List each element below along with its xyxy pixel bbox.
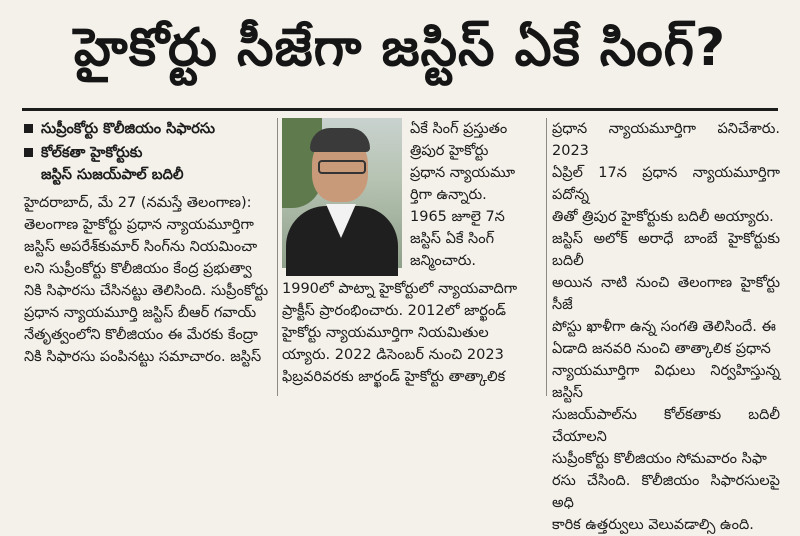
photo-row (282, 118, 542, 272)
text-line: హైకోర్టు న్యాయమూర్తిగా నియమితుల (282, 325, 489, 341)
text-line: కారిక ఉత్తర్వులు వెలువడాల్సి ఉంది. (552, 517, 754, 533)
text-line: ఏప్రిల్ 17న ప్రధాన న్యాయమూర్తిగా పదోన్న (552, 165, 780, 203)
portrait-photo (282, 118, 402, 268)
text-line: నేతృత్వంలోని కొలీజియం ఈ మేరకు కేంద్రా (24, 327, 258, 343)
text-line: సుప్రీంకోర్టు కొలీజియం సోమవారం సిఫా (552, 451, 767, 467)
column-3 (552, 118, 780, 533)
text-line: జన్మించారు. (410, 253, 476, 269)
text-line: పోస్టు ఖాళీగా ఉన్న సంగతి తెలిసిందే. ఈ (552, 319, 776, 335)
text-line: జస్టిస్ అపరేశ్‌కుమార్ సింగ్‌ను నియమించా (24, 239, 258, 255)
text-line: ప్రధాన న్యాయమూ (410, 165, 516, 181)
column-divider (277, 118, 278, 396)
text-line: నికి సిఫారసు పంపినట్టు సమాచారం. జస్టిస్ (24, 349, 262, 365)
article-text (24, 192, 274, 368)
text-line: అయిన నాటి నుంచి తెలంగాణ హైకోర్టు సీజే (552, 275, 780, 313)
column-1 (24, 118, 274, 400)
headline-rule (22, 108, 778, 111)
headline: హైకోర్టు సీజేగా జస్టిస్ ఏకే సింగ్? (73, 17, 727, 78)
text-line: హైదరాబాద్, మే 27 (నమస్తే తెలంగాణ): (24, 195, 252, 211)
text-line: సుజయ్‌పాల్‌ను కోల్‌కతాకు బదిలీ చేయాలని (552, 407, 780, 445)
text-line: ఏడాది జనవరి నుంచి తాత్కాలిక ప్రధాన (552, 341, 771, 357)
text-line: 1990లో పాట్నా హైకోర్టులో న్యాయవాదిగా (282, 281, 518, 297)
text-line: ర్తిగా ఉన్నారు. (410, 187, 487, 203)
bullet-text-continued: జస్టిస్ సుజయ్‌పాల్ బదిలీ (41, 167, 184, 183)
square-bullet-icon (24, 148, 33, 157)
text-line: తితో త్రిపుర హైకోర్టుకు బదిలీ అయ్యారు. (552, 209, 774, 225)
bullet-item (24, 142, 274, 164)
column-divider (546, 118, 547, 396)
text-line: న్యాయమూర్తిగా విధులు నిర్వహిస్తున్న జస్టిస్ (552, 363, 780, 401)
text-line: ఏకే సింగ్ ప్రస్తుతం (410, 121, 508, 137)
text-line: జస్టిస్ ఏకే సింగ్ (410, 231, 495, 247)
text-line: జస్టిస్ అలోక్ అరాధే బాంబే హైకోర్టుకు బదిలీ (552, 231, 780, 269)
column-2 (282, 118, 542, 400)
text-line: ప్రధాన న్యాయమూర్తిగా పనిచేశారు. 2023 (552, 121, 780, 159)
bullet-item (24, 118, 274, 140)
text-line: రసు చేసింది. కొలీజియం సిఫారసులపై అధి (552, 473, 780, 511)
text-line: నికి సిఫారసు చేసినట్టు తెలిసింది. సుప్రీంకోర్టు (24, 283, 269, 299)
article-text (282, 278, 542, 388)
bullet-text: కోల్‌కతా హైకోర్టుకు (41, 145, 143, 161)
text-line: ఫిబ్రవరివరకు జార్ఖండ్ హైకోర్టు తాత్కాలిక (282, 369, 506, 385)
text-line: య్యారు. 2022 డిసెంబర్ నుంచి 2023 (282, 347, 504, 363)
text-line: ప్రాక్టీస్ ప్రారంభించారు. 2012లో జార్ఖండ్ (282, 303, 506, 319)
text-line: లని సుప్రీంకోర్టు కొలీజియం కేంద్ర ప్రభుత్వా (24, 261, 252, 277)
photo-side-text (410, 118, 542, 272)
square-bullet-icon (24, 124, 33, 133)
bullet-text: సుప్రీంకోర్టు కొలీజియం సిఫారసు (41, 121, 216, 137)
text-line: ప్రధాన న్యాయమూర్తి జస్టిస్ బీఆర్ గవాయ్ (24, 305, 257, 321)
text-line: 1965 జూలై 7న (410, 209, 505, 225)
text-line: త్రిపుర హైకోర్టు (410, 143, 489, 159)
text-line: తెలంగాణ హైకోర్టు ప్రధాన న్యాయమూర్తిగా (24, 217, 254, 233)
